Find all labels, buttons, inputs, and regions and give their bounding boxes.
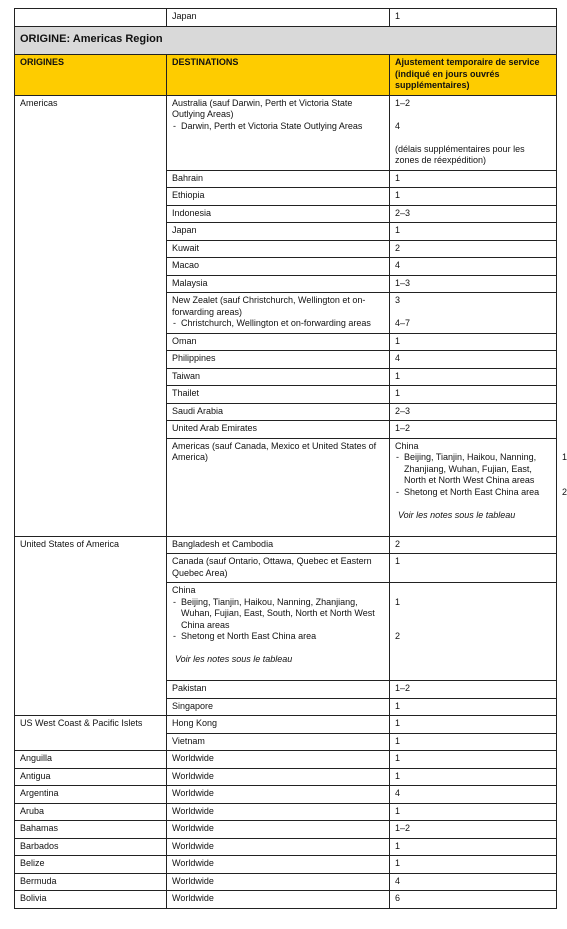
origin-cell: Barbados <box>15 838 167 856</box>
table-row <box>15 9 557 27</box>
destination-cell <box>167 95 390 170</box>
header-adjustment: Ajustement temporaire de service (indiqué en jours ouvrés supplémentaires) <box>390 55 557 96</box>
days-cell: 1–2 <box>390 681 557 699</box>
header-origins: ORIGINES <box>15 55 167 96</box>
destination-cell: Japan <box>167 223 390 241</box>
table-row <box>15 856 557 874</box>
days-cell: 1–2 <box>390 821 557 839</box>
days-sub: 2 <box>395 631 401 641</box>
days-cell: 1 <box>390 554 557 583</box>
days-cell: 1 <box>390 368 557 386</box>
table-row <box>15 803 557 821</box>
destination-sub: - Shetong et North East China area <box>172 631 384 643</box>
days-cell: 1 <box>390 751 557 769</box>
origin-cell: Bolivia <box>15 891 167 909</box>
table-row <box>15 891 557 909</box>
days-cell: 1 <box>390 188 557 206</box>
days-cell: 1 <box>390 838 557 856</box>
days-cell: 1 <box>390 386 557 404</box>
header-destinations: DESTINATIONS <box>167 55 390 96</box>
origin-cell: Bermuda <box>15 873 167 891</box>
days-cell: 1 <box>390 698 557 716</box>
destination-cell: Kuwait <box>167 240 390 258</box>
destination-cell: Worldwide <box>167 838 390 856</box>
table-row <box>15 768 557 786</box>
destination-cell: Taiwan <box>167 368 390 386</box>
table-row <box>15 536 557 554</box>
destination-cell: Singapore <box>167 698 390 716</box>
days-cell: 4 <box>390 351 557 369</box>
table-row <box>15 873 557 891</box>
days-cell: 1–2 <box>390 421 557 439</box>
days-main: 1–2 <box>395 97 411 108</box>
destination-cell: Worldwide <box>167 891 390 909</box>
days-cell: 1 <box>390 223 557 241</box>
origin-cell: Americas (sauf Canada, Mexico et United States of America) <box>167 438 390 536</box>
destination-cell: Hong Kong <box>167 716 390 734</box>
origin-cell <box>15 9 167 27</box>
origin-cell: Aruba <box>15 803 167 821</box>
days-cell: 2–3 <box>390 205 557 223</box>
days-cell: 1 <box>390 733 557 751</box>
destination-cell: United Arab Emirates <box>167 421 390 439</box>
destination-cell: Worldwide <box>167 803 390 821</box>
destination-cell: Worldwide <box>167 821 390 839</box>
destination-sub: - Christchurch, Wellington et on-forwarding areas <box>172 318 384 330</box>
table-note: Voir les notes sous le tableau <box>175 654 293 664</box>
destination-cell: Ethiopia <box>167 188 390 206</box>
days-cell <box>390 293 557 334</box>
days-sub: 4 <box>395 120 401 131</box>
days-sub: 4–7 <box>395 318 411 328</box>
days-cell: 1 <box>390 333 557 351</box>
destination-cell: Saudi Arabia <box>167 403 390 421</box>
destination-main: China <box>172 585 196 595</box>
destination-cell: Worldwide <box>167 873 390 891</box>
days-cell: 1 <box>390 170 557 188</box>
table-row: Americas (sauf Canada, Mexico et United States of America) China - Beijing, Tianjin, Haikou, Nanning, Zhanjiang, Wuhan, Fujian, East, North et North West China areas - Shetong et North East China area Voir les notes sous le tableau 1 2 <box>15 438 557 536</box>
table-row <box>15 751 557 769</box>
table-row <box>15 821 557 839</box>
days-cell: 2 <box>390 240 557 258</box>
destination-cell: Bangladesh et Cambodia <box>167 536 390 554</box>
destination-cell: Canada (sauf Ontario, Ottawa, Quebec et Eastern Quebec Area) <box>167 554 390 583</box>
destination-cell: Worldwide <box>167 856 390 874</box>
origin-cell: Americas <box>15 95 167 536</box>
region-header-row <box>15 26 557 55</box>
days-cell: 1 <box>390 716 557 734</box>
days-cell: 6 <box>390 891 557 909</box>
destination-cell: Worldwide <box>167 768 390 786</box>
days-cell: 2–3 <box>390 403 557 421</box>
destination-cell: Malaysia <box>167 275 390 293</box>
region-title: ORIGINE: Americas Region <box>15 26 557 55</box>
origin-cell: Belize <box>15 856 167 874</box>
destination-cell: Pakistan <box>167 681 390 699</box>
destination-cell <box>167 293 390 334</box>
destination-sub: - Beijing, Tianjin, Haikou, Nanning, Zhanjiang, Wuhan, Fujian, East, North et North West China areas <box>395 452 551 487</box>
origin-cell: United States of America <box>15 536 167 716</box>
service-adjustment-table <box>14 8 567 909</box>
destination-main: New Zealet (sauf Christchurch, Wellington et on-forwarding areas) <box>172 295 366 317</box>
origin-cell: Bahamas <box>15 821 167 839</box>
days-cell: 1 <box>390 856 557 874</box>
table-row <box>15 95 557 170</box>
days-cell: 4 <box>390 786 557 804</box>
destination-cell <box>167 583 390 681</box>
origin-cell: US West Coast & Pacific Islets <box>15 716 167 751</box>
days-cell: 1 <box>390 803 557 821</box>
days-cell: 4 <box>390 258 557 276</box>
table-row <box>15 716 557 734</box>
column-header-row <box>15 55 557 96</box>
days-cell: 1–3 <box>390 275 557 293</box>
destination-cell: Oman <box>167 333 390 351</box>
days-sub: 1 <box>395 596 401 607</box>
destination-main: Australia (sauf Darwin, Perth et Victoria State Outlying Areas) <box>172 97 353 119</box>
days-cell: 2 <box>390 536 557 554</box>
origin-cell: Argentina <box>15 786 167 804</box>
destination-cell: Vietnam <box>167 733 390 751</box>
destination-cell: Worldwide <box>167 786 390 804</box>
destination-sub: - Beijing, Tianjin, Haikou, Nanning, Zhanjiang, Wuhan, Fujian, East, South, North et North West China areas <box>172 597 384 632</box>
days-cell: 1 <box>390 768 557 786</box>
table-row <box>15 786 557 804</box>
table-row <box>15 838 557 856</box>
destination-cell <box>390 438 557 536</box>
days-cell: 4 <box>390 873 557 891</box>
destination-sub: - Darwin, Perth et Victoria State Outlying Areas <box>172 121 384 133</box>
days-cell <box>390 583 557 681</box>
destination-cell: Indonesia <box>167 205 390 223</box>
destination-cell: Thailet <box>167 386 390 404</box>
destination-cell: Macao <box>167 258 390 276</box>
destination-cell: Philippines <box>167 351 390 369</box>
origin-cell: Antigua <box>15 768 167 786</box>
destination-cell: Japan <box>167 9 390 27</box>
destination-main: China <box>395 440 419 451</box>
table-note: Voir les notes sous le tableau <box>398 509 516 520</box>
destination-cell: Bahrain <box>167 170 390 188</box>
destination-sub: - Shetong et North East China area <box>395 487 551 499</box>
days-cell: 1 <box>390 9 557 27</box>
destination-cell: Worldwide <box>167 751 390 769</box>
days-main: 3 <box>395 295 401 305</box>
days-note: (délais supplémentaires pour les zones de réexpédition) <box>395 143 525 165</box>
days-cell <box>390 95 557 170</box>
origin-cell: Anguilla <box>15 751 167 769</box>
